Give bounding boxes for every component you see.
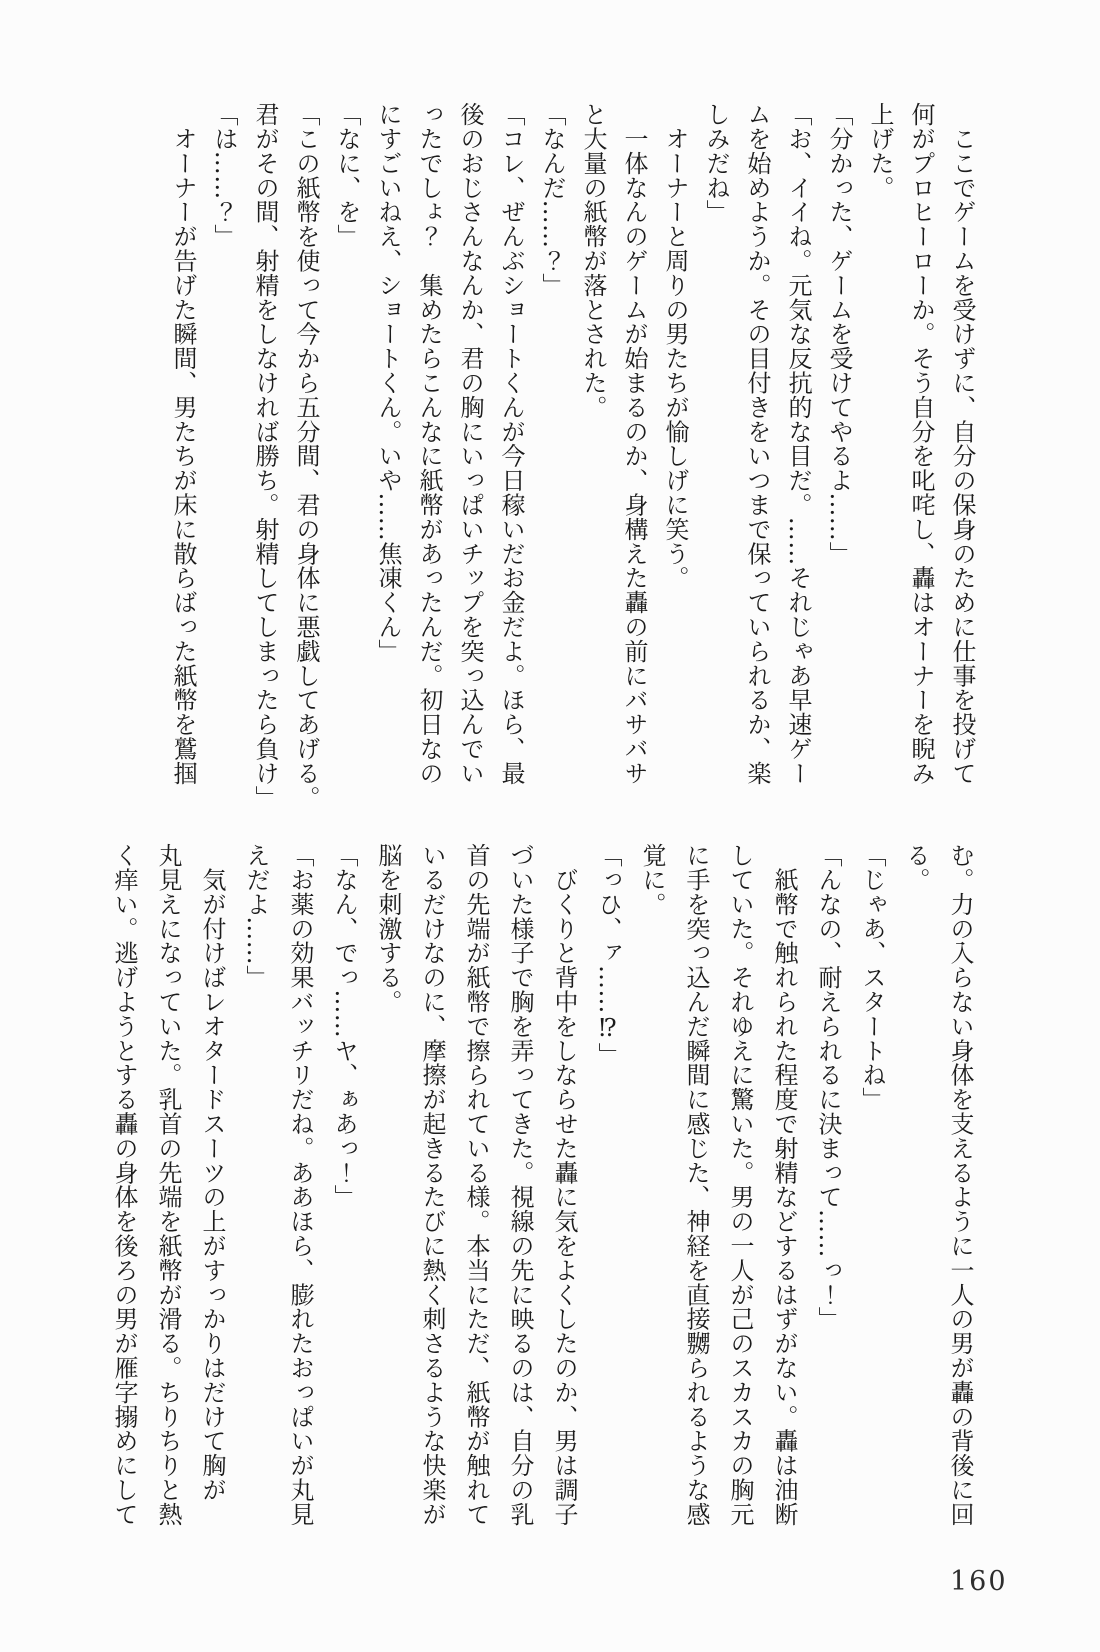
text-line: 「じゃあ、スタートね」 (858, 843, 886, 1112)
text-line: 君がその間、射精をしなければ勝ち。射精してしまったら負け」 (251, 102, 279, 810)
text-line: 「なに、を」 (333, 102, 361, 249)
text-line: 首の先端が紙幣で擦られている様。本当にただ、紙幣が触れて (462, 843, 490, 1527)
text-line: 「コレ、ぜんぶショートくんが今日稼いだお金だよ。ほら、最 (497, 102, 525, 786)
text-line: 「お薬の効果バッチリだね。ああほら、膨れたおっぱいが丸見 (286, 843, 314, 1527)
text-line: 上げた。 (866, 102, 894, 200)
text-line: 後のおじさんなんか、君の胸にいっぱいチップを突っ込んでい (456, 102, 484, 786)
text-line: く痒い。逃げようとする轟の身体を後ろの男が雁字搦めにして (110, 843, 138, 1527)
text-line: にすごいねえ、ショートくん。いや……焦凍くん」 (374, 102, 402, 664)
text-line: ここでゲームを受けずに、自分の保身のために仕事を投げて (948, 102, 976, 786)
text-line: しみだね」 (702, 102, 730, 224)
text-line: 気が付けばレオタードスーツの上がすっかりはだけて胸が (198, 843, 226, 1502)
text-line: づいた様子で胸を弄ってきた。視線の先に映るのは、自分の乳 (506, 843, 534, 1527)
text-line: る。 (902, 843, 930, 892)
text-line: と大量の紙幣が落とされた。 (579, 102, 607, 420)
text-line: 一体なんのゲームが始まるのか、身構えた轟の前にバサバサ (620, 102, 648, 786)
text-line: 「分かった、ゲームを受けてやるよ……」 (825, 102, 853, 566)
text-line: オーナーと周りの男たちが愉しげに笑う。 (661, 102, 689, 590)
text-line: していた。それゆえに驚いた。男の一人が己のスカスカの胸元 (726, 843, 754, 1527)
text-line: 脳を刺激する。 (374, 843, 402, 1014)
text-line: に手を突っ込んだ瞬間に感じた、神経を直接嬲られるような感 (682, 843, 710, 1527)
page-number: 160 (950, 1566, 1008, 1597)
text-block-top (162, 102, 982, 810)
text-line: いるだけなのに、摩擦が起きるたびに熱く刺さるような快楽が (418, 843, 446, 1527)
text-line: 紙幣で触れられた程度で射精などするはずがない。轟は油断 (770, 843, 798, 1527)
text-block-bottom (102, 843, 982, 1543)
text-line: 丸見えになっていた。乳首の先端を紙幣が滑る。ちりちりと熱 (154, 843, 182, 1527)
text-line: ムを始めようか。その目付きをいつまで保っていられるか、楽 (743, 102, 771, 786)
text-line: 「っひ、ァ……⁉」 (594, 843, 622, 1067)
text-line: 「なん、でっ……ヤ、ぁあっ！」 (330, 843, 358, 1209)
text-line: 覚に。 (638, 843, 666, 917)
text-line: む。力の入らない身体を支えるように一人の男が轟の背後に回 (946, 843, 974, 1527)
text-line: 「は……？」 (210, 102, 238, 249)
text-line: 「この紙幣を使って今から五分間、君の身体に悪戯してあげる。 (292, 102, 320, 810)
text-line: ったでしょ？ 集めたらこんなに紙幣があったんだ。初日なの (415, 102, 443, 786)
text-line: 「なんだ……？」 (538, 102, 566, 298)
text-line: えだよ……」 (242, 843, 270, 990)
text-line: 何がプロヒーローか。そう自分を叱咤し、轟はオーナーを睨み (907, 102, 935, 786)
text-line: 「んなの、耐えられるに決まって……っ！」 (814, 843, 842, 1331)
text-line: 「お、イイね。元気な反抗的な目だ。……それじゃあ早速ゲー (784, 102, 812, 786)
text-line: オーナーが告げた瞬間、男たちが床に散らばった紙幣を鷲掴 (169, 102, 197, 786)
text-line: びくりと背中をしならせた轟に気をよくしたのか、男は調子 (550, 843, 578, 1527)
